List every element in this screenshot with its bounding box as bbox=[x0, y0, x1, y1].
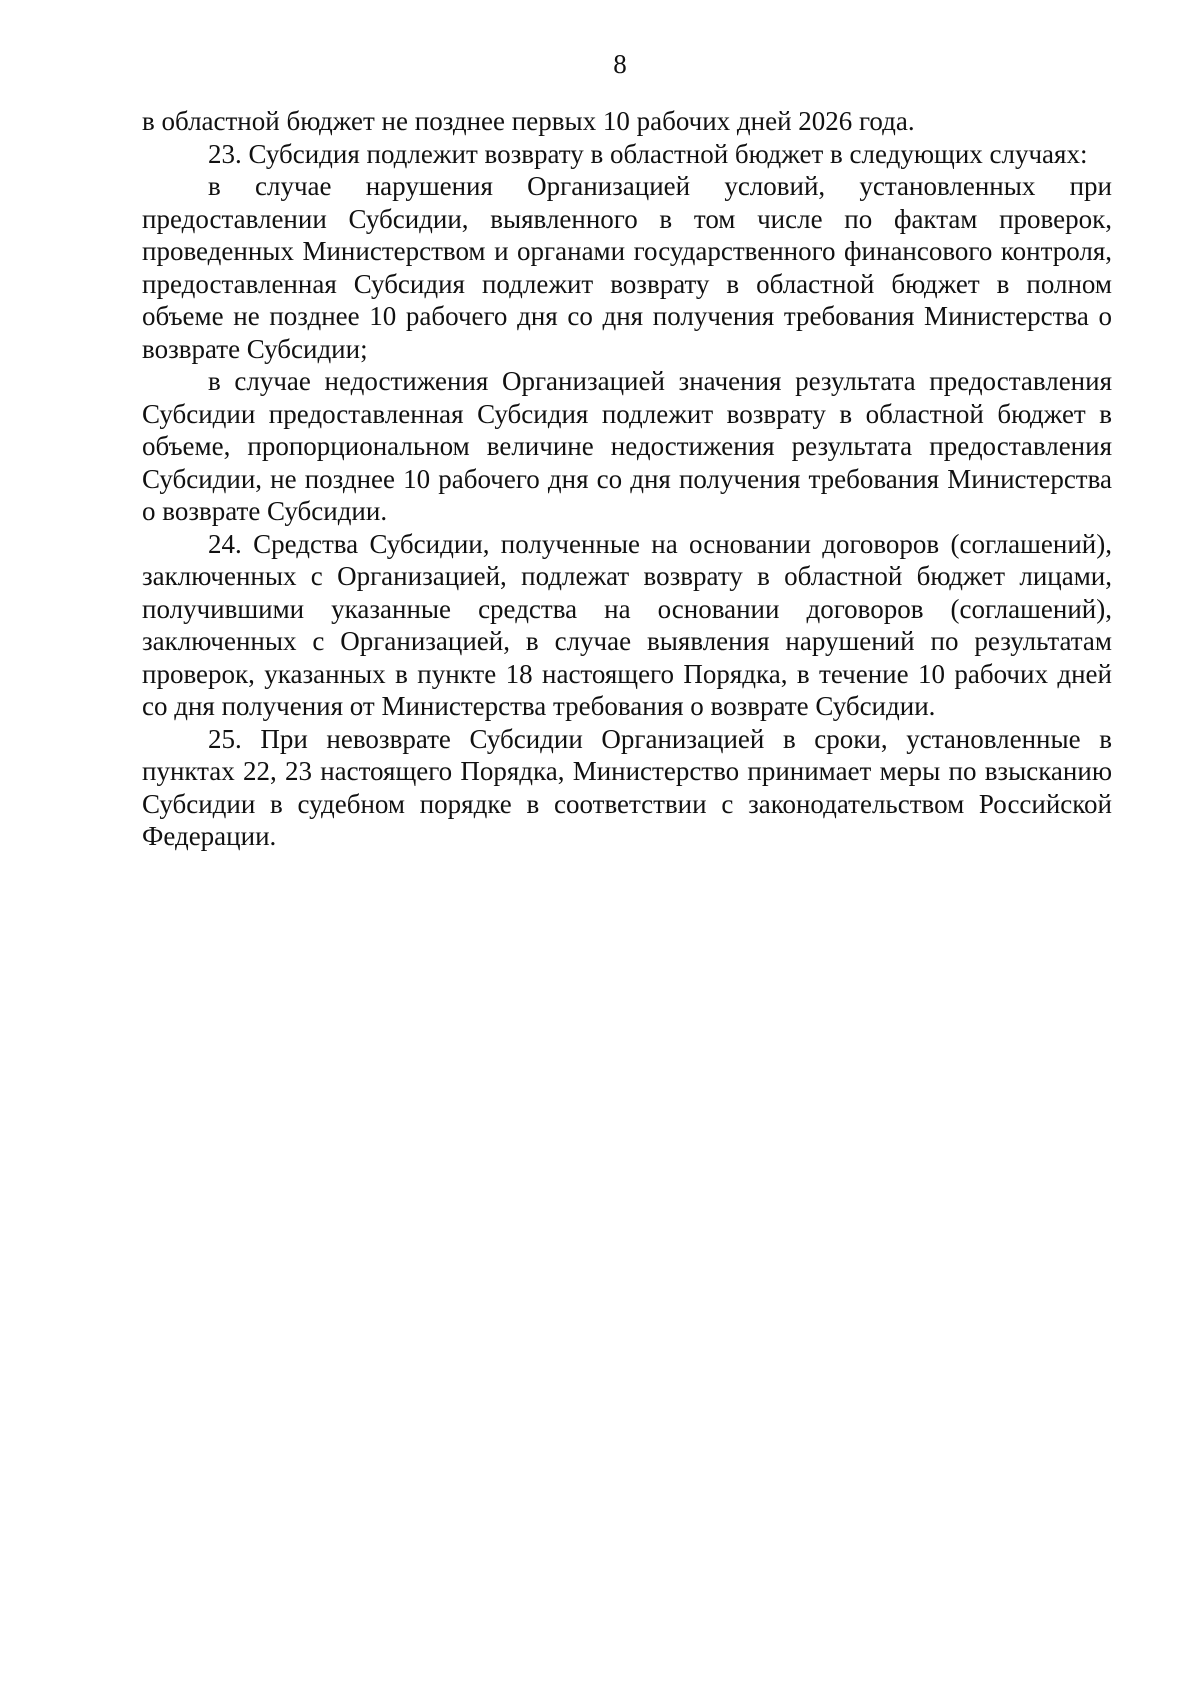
paragraph-continuation: в областной бюджет не позднее первых 10 рабочих дней 2026 года. bbox=[142, 106, 915, 136]
paragraph-item-23: 23. Субсидия подлежит возврату в областной бюджет в следующих случаях: bbox=[208, 138, 1088, 169]
paragraph-violation-case: в случае нарушения Организацией условий, установленных при предоставлении Субсидии, выявленного в том числе по фактам проверок, проведенных Министерством и органами государственного финансового контроля, предоставленная Субсидия подлежит возврату в областной бюджет в полном объеме не позднее 10 рабочего дня со дня получения требования Министерства о возврате Субсидии; bbox=[142, 171, 1112, 364]
paragraph-item-24: 24. Средства Субсидии, полученные на основании договоров (соглашений), заключенных с Организацией, подлежат возврату в областной бюджет лицами, получившими указанные средства на основании договоров (соглашений), заключенных с Организацией, в случае выявления нарушений по результатам проверок, указанных в пункте 18 настоящего Порядка, в течение 10 рабочих дней со дня получения от Министерства требования о возврате Субсидии. bbox=[142, 528, 1112, 721]
document-body bbox=[142, 105, 1112, 853]
paragraph-item-25: 25. При невозврате Субсидии Организацией в сроки, установленные в пунктах 22, 23 настоящего Порядка, Министерство принимает меры по взысканию Субсидии в судебном порядке в соответствии с законодательством Российской Федерации. bbox=[142, 723, 1112, 851]
paragraph-non-achievement-case: в случае недостижения Организацией значения результата предоставления Субсидии предоставленная Субсидия подлежит возврату в областной бюджет в объеме, пропорциональном величине недостижения результата предоставления Субсидии, не позднее 10 рабочего дня со дня получения требования Министерства о возврате Субсидии. bbox=[142, 366, 1112, 526]
page-number: 8 bbox=[613, 49, 627, 79]
